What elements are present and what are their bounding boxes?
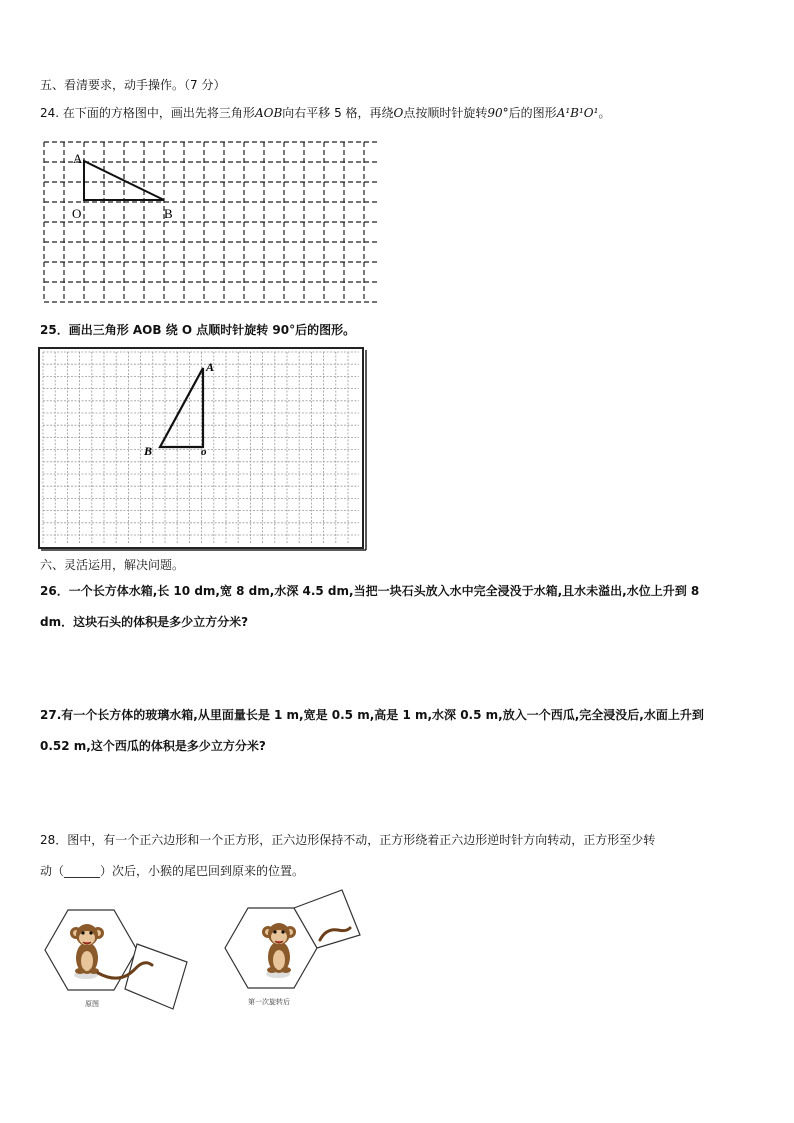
q25-label-a: A <box>206 360 215 374</box>
section-6-heading: 六、灵活运用，解决问题。 <box>40 558 185 572</box>
question-24-part-d: 后的图形 <box>508 106 557 120</box>
question-24-part-c: 点按顺时针旋转 <box>403 106 488 120</box>
figure-after-first-rotation <box>220 890 390 1000</box>
q25-label-o: o <box>201 446 207 458</box>
question-24-part-a: 在下面的方格图中，画出先将三角形 <box>62 106 255 120</box>
question-24-part-b: 向右平移 5 格，再绕 <box>282 106 394 120</box>
caption-original: 原图 <box>85 1000 99 1008</box>
q25-grid <box>38 347 368 551</box>
triangle-name: AOB <box>254 106 283 120</box>
q24-label-o: O <box>72 206 82 221</box>
question-28-line-2: 动（______）次后，小猴的尾巴回到原来的位置。 <box>40 864 305 878</box>
question-26-line-1: 26．一个长方体水箱,长 10 dm,宽 8 dm,水深 4.5 dm,当把一块石头放入水中完全浸没于水箱,且水未溢出,水位上升到 8 <box>40 584 700 598</box>
target-figure-name: A¹B¹O¹ <box>556 106 599 120</box>
figure-original <box>40 905 200 1010</box>
q24-label-b: B <box>164 206 173 221</box>
question-26-line-2: dm．这块石头的体积是多少立方分米? <box>40 615 249 629</box>
rotation-point: O <box>393 106 404 120</box>
caption-after-first-rotation: 第一次旋转后 <box>248 998 290 1006</box>
section-5-heading: 五、看清要求，动手操作。（7 分） <box>40 78 226 92</box>
question-27-line-1: 27.有一个长方体的玻璃水箱,从里面量长是 1 m,宽是 0.5 m,高是 1 m,水深 0.5 m,放入一个西瓜,完全浸没后,水面上升到 <box>40 708 704 722</box>
question-24-text <box>40 105 610 121</box>
square <box>125 944 187 1009</box>
q24-label-a: A <box>73 151 83 166</box>
question-28-line-1: 28．图中，有一个正六边形和一个正方形，正六边形保持不动，正方形绕着正六边形逆时针方向转动，正方形至少转 <box>40 833 656 847</box>
question-24-number: 24. <box>40 106 60 120</box>
q25-label-b: B <box>144 444 153 458</box>
question-25-text: 25．画出三角形 AOB 绕 O 点顺时针旋转 90°后的图形。 <box>40 323 356 337</box>
rotation-angle: 90° <box>487 106 509 120</box>
question-24-end: 。 <box>598 106 611 120</box>
q24-dashed-grid <box>40 140 382 302</box>
question-27-line-2: 0.52 m,这个西瓜的体积是多少立方分米? <box>40 739 266 753</box>
